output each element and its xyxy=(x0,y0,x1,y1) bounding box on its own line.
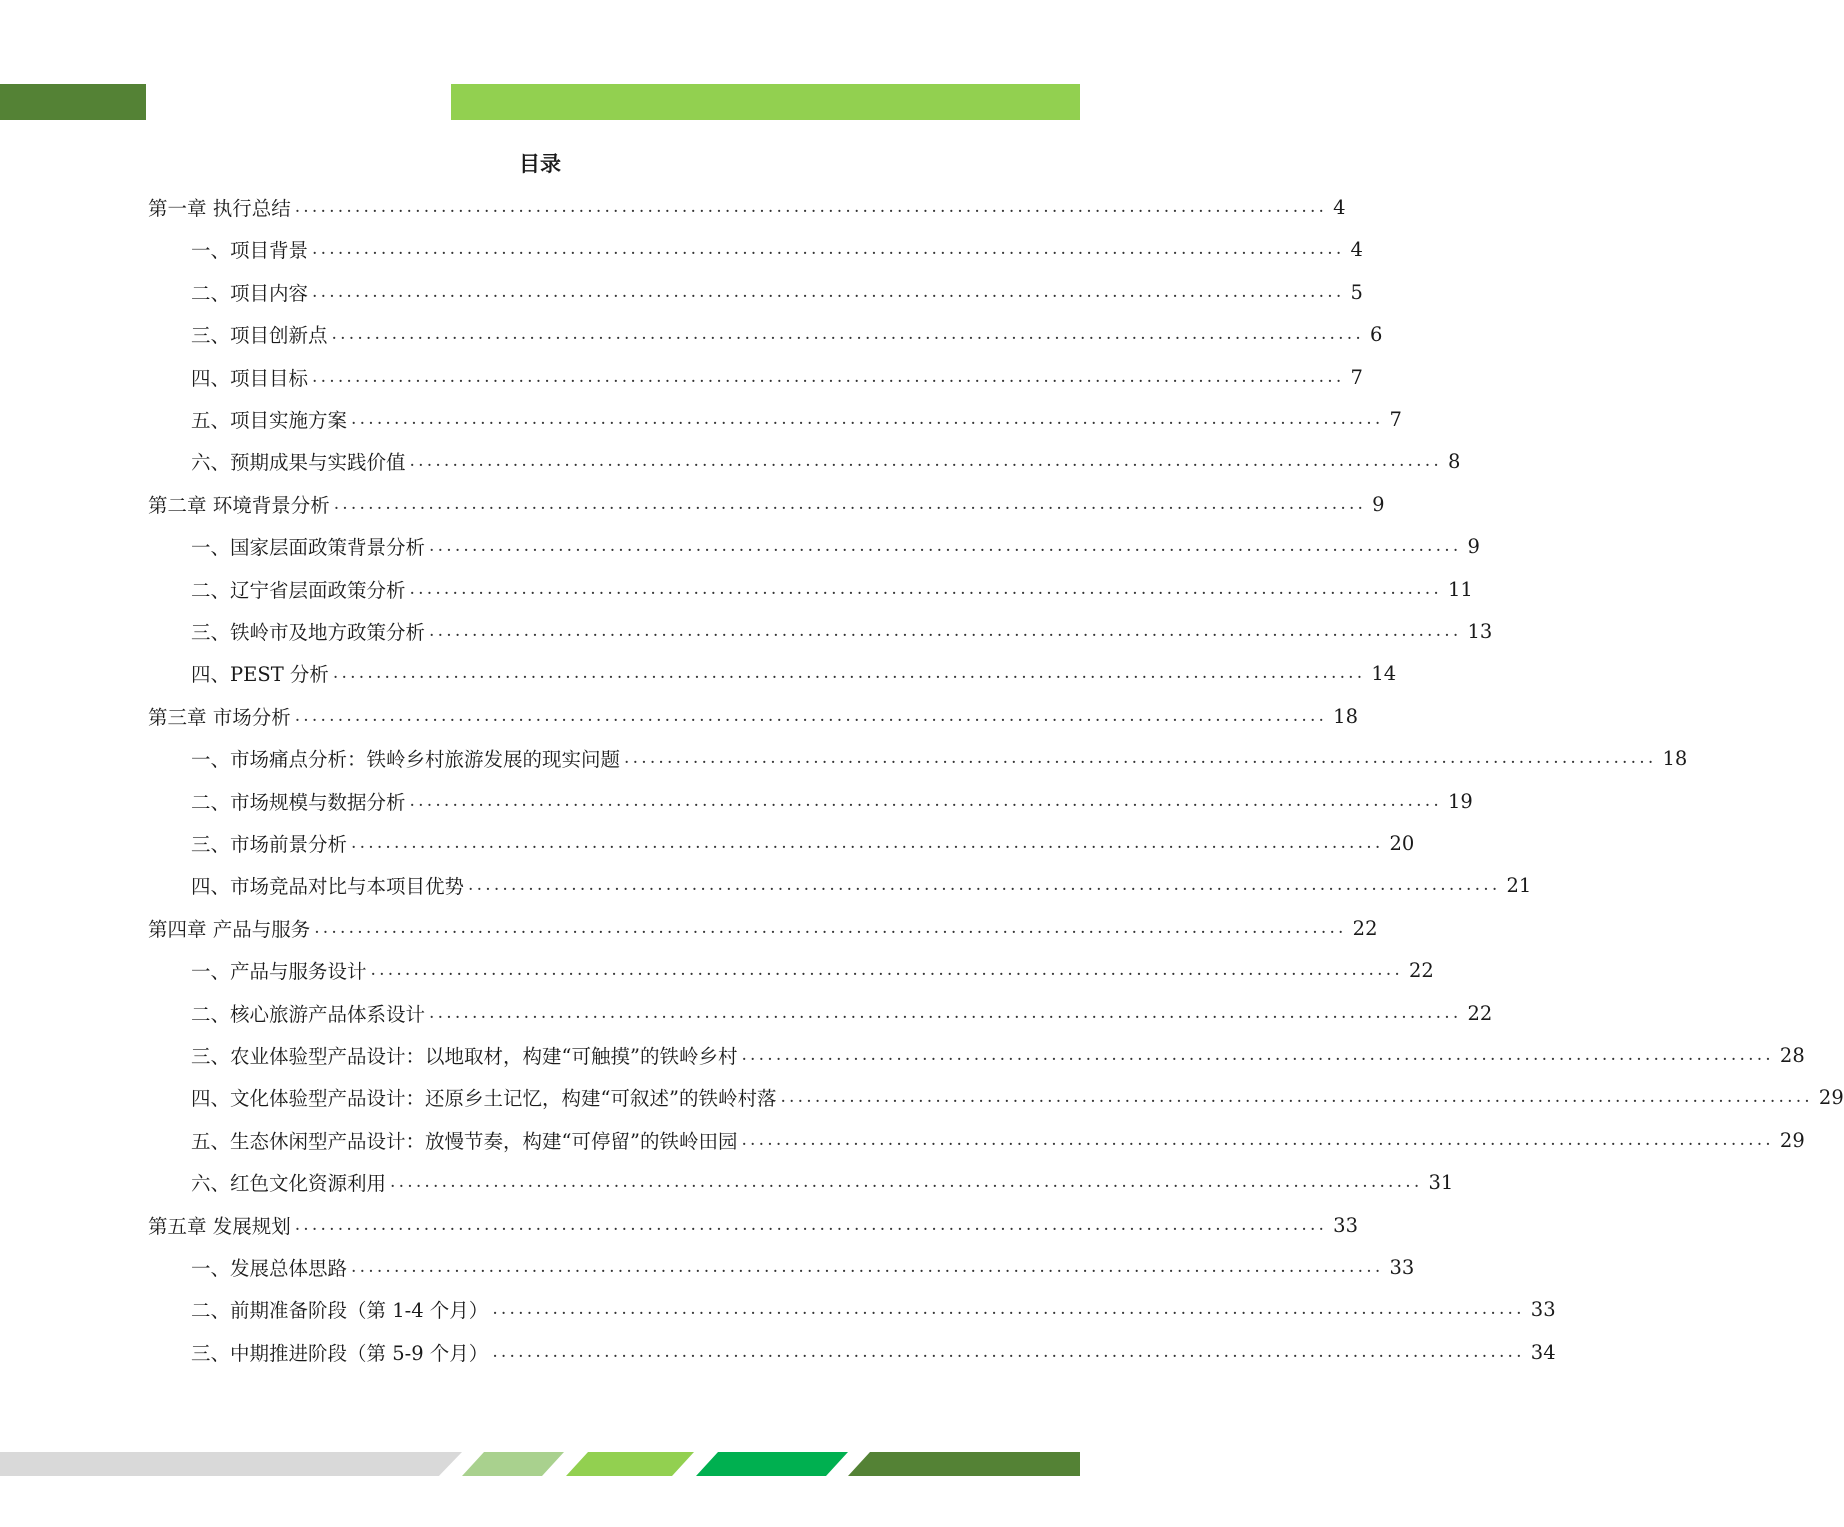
toc-entry-label: 四、文化体验型产品设计：还原乡土记忆，构建“可叙述”的铁岭村落 xyxy=(191,1087,777,1110)
toc-entry-label: 三、农业体验型产品设计：以地取材，构建“可触摸”的铁岭乡村 xyxy=(191,1045,738,1068)
toc-dot-leader: ........................................................................................................................ xyxy=(294,706,1328,726)
toc-page-number: 6 xyxy=(1369,322,1383,346)
toc-section-entry[interactable] xyxy=(191,313,1383,355)
toc-page-number: 21 xyxy=(1506,873,1532,897)
toc-dot-leader: ........................................................................................................................ xyxy=(351,409,1384,429)
toc-page-number: 29 xyxy=(1779,1128,1805,1152)
toc-page-number: 19 xyxy=(1447,789,1473,813)
toc-dot-leader: ........................................................................................................................ xyxy=(492,1342,1525,1362)
toc-dot-leader: ........................................................................................................................ xyxy=(312,239,1345,259)
toc-dot-leader: ........................................................................................................................ xyxy=(314,918,1347,938)
toc-page-number: 33 xyxy=(1389,1255,1415,1279)
toc-entry-label: 第三章 市场分析 xyxy=(148,706,291,729)
toc-page-number: 20 xyxy=(1389,831,1415,855)
toc-page-number: 14 xyxy=(1371,661,1397,685)
toc-section-entry[interactable] xyxy=(191,1331,1556,1373)
toc-entry-label: 三、中期推进阶段（第 5-9 个月） xyxy=(191,1342,489,1365)
toc-page-number: 22 xyxy=(1352,916,1378,940)
toc-entry-label: 一、国家层面政策背景分析 xyxy=(191,536,426,559)
toc-dot-leader: ........................................................................................................................ xyxy=(624,748,1657,768)
toc-section-entry[interactable] xyxy=(191,992,1493,1034)
toc-section-entry[interactable] xyxy=(191,356,1363,398)
toc-dot-leader: ........................................................................................................................ xyxy=(780,1087,1813,1107)
toc-dot-leader: ........................................................................................................................ xyxy=(390,1172,1423,1192)
toc-entry-label: 第四章 产品与服务 xyxy=(148,918,311,941)
toc-entry-label: 第二章 环境背景分析 xyxy=(148,494,330,517)
toc-page-number: 7 xyxy=(1389,407,1402,431)
footer-stripe-bright-green xyxy=(696,1452,848,1476)
toc-entry-label: 五、生态休闲型产品设计：放慢节奏，构建“可停留”的铁岭田园 xyxy=(191,1130,738,1153)
toc-dot-leader: ........................................................................................................................ xyxy=(429,621,1462,641)
toc-page-number: 5 xyxy=(1350,280,1363,304)
toc-entry-label: 二、辽宁省层面政策分析 xyxy=(191,579,406,602)
toc-page-number: 9 xyxy=(1467,534,1480,558)
toc-section-entry[interactable] xyxy=(191,440,1461,482)
toc-entry-label: 三、铁岭市及地方政策分析 xyxy=(191,621,426,644)
toc-section-entry[interactable] xyxy=(191,737,1688,779)
toc-section-entry[interactable] xyxy=(191,652,1397,694)
toc-section-entry[interactable] xyxy=(191,864,1532,906)
toc-dot-leader: ........................................................................................................................ xyxy=(492,1299,1525,1319)
toc-dot-leader: ........................................................................................................................ xyxy=(429,536,1462,556)
toc-page-number: 34 xyxy=(1530,1340,1556,1364)
footer-stripe-gray xyxy=(0,1452,462,1476)
toc-page-number: 18 xyxy=(1333,704,1358,728)
toc-dot-leader: ........................................................................................................................ xyxy=(331,324,1364,344)
header-bar-dark xyxy=(0,84,146,120)
toc-section-entry[interactable] xyxy=(191,1119,1805,1161)
toc-dot-leader: ........................................................................................................................ xyxy=(294,1215,1328,1235)
toc-page-number: 11 xyxy=(1447,577,1473,601)
toc-dot-leader: ........................................................................................................................ xyxy=(409,791,1442,811)
toc-entry-label: 一、项目背景 xyxy=(191,239,309,262)
toc-dot-leader: ........................................................................................................................ xyxy=(351,1257,1384,1277)
toc-dot-leader: ........................................................................................................................ xyxy=(333,494,1367,514)
toc-entry-label: 四、项目目标 xyxy=(191,367,309,390)
toc-entry-label: 一、市场痛点分析：铁岭乡村旅游发展的现实问题 xyxy=(191,748,621,771)
toc-section-entry[interactable] xyxy=(191,525,1480,567)
toc-section-entry[interactable] xyxy=(191,398,1402,440)
toc-dot-leader: ........................................................................................................................ xyxy=(741,1130,1774,1150)
toc-chapter-entry[interactable] xyxy=(148,1204,1358,1246)
toc-page-number: 7 xyxy=(1350,365,1363,389)
toc-entry-label: 一、发展总体思路 xyxy=(191,1257,348,1280)
toc-entry-label: 六、预期成果与实践价值 xyxy=(191,451,406,474)
toc-page-number: 31 xyxy=(1428,1170,1454,1194)
toc-page-number: 22 xyxy=(1467,1001,1493,1025)
footer-stripe-pale-green xyxy=(462,1452,564,1476)
toc-title: 目录 xyxy=(519,152,561,176)
toc-section-entry[interactable] xyxy=(191,1288,1556,1330)
toc-chapter-entry[interactable] xyxy=(148,695,1358,737)
toc-section-entry[interactable] xyxy=(191,1034,1805,1076)
toc-entry-label: 二、市场规模与数据分析 xyxy=(191,791,406,814)
toc-entry-label: 第五章 发展规划 xyxy=(148,1215,291,1238)
toc-chapter-entry[interactable] xyxy=(148,483,1385,525)
toc-section-entry[interactable] xyxy=(191,822,1415,864)
footer-stripe-dark-green xyxy=(848,1452,1080,1476)
toc-dot-leader: ........................................................................................................................ xyxy=(409,579,1442,599)
toc-section-entry[interactable] xyxy=(191,949,1434,991)
toc-entry-label: 二、项目内容 xyxy=(191,282,309,305)
toc-entry-label: 四、市场竞品对比与本项目优势 xyxy=(191,875,465,898)
toc-dot-leader: ........................................................................................................................ xyxy=(312,367,1345,387)
toc-section-entry[interactable] xyxy=(191,1076,1844,1118)
toc-page-number: 13 xyxy=(1467,619,1493,643)
toc-section-entry[interactable] xyxy=(191,228,1363,270)
toc-section-entry[interactable] xyxy=(191,610,1493,652)
toc-entry-label: 五、项目实施方案 xyxy=(191,409,348,432)
toc-dot-leader: ........................................................................................................................ xyxy=(468,875,1501,895)
toc-entry-label: 二、核心旅游产品体系设计 xyxy=(191,1003,426,1026)
toc-dot-leader: ........................................................................................................................ xyxy=(351,833,1384,853)
toc-section-entry[interactable] xyxy=(191,1161,1454,1203)
toc-page-number: 9 xyxy=(1372,492,1385,516)
toc-entry-label: 四、PEST 分析 xyxy=(191,663,329,686)
toc-dot-leader: ........................................................................................................................ xyxy=(332,663,1366,683)
toc-section-entry[interactable] xyxy=(191,568,1473,610)
toc-page-number: 8 xyxy=(1447,449,1461,473)
toc-page-number: 4 xyxy=(1333,195,1346,219)
toc-page-number: 18 xyxy=(1662,746,1688,770)
toc-chapter-entry[interactable] xyxy=(148,907,1378,949)
toc-dot-leader: ........................................................................................................................ xyxy=(429,1003,1462,1023)
toc-dot-leader: ........................................................................................................................ xyxy=(294,197,1328,217)
toc-section-entry[interactable] xyxy=(191,780,1473,822)
toc-page-number: 28 xyxy=(1779,1043,1805,1067)
toc-dot-leader: ........................................................................................................................ xyxy=(741,1045,1774,1065)
toc-page-number: 4 xyxy=(1350,237,1363,261)
toc-dot-leader: ........................................................................................................................ xyxy=(312,282,1345,302)
footer-stripe-light-green xyxy=(566,1452,694,1476)
toc-entry-label: 三、项目创新点 xyxy=(191,324,328,347)
toc-section-entry[interactable] xyxy=(191,1246,1415,1288)
toc-entry-label: 六、红色文化资源利用 xyxy=(191,1172,387,1195)
toc-entry-label: 三、市场前景分析 xyxy=(191,833,348,856)
header-bar-light xyxy=(451,84,1080,120)
toc-entry-label: 一、产品与服务设计 xyxy=(191,960,367,983)
toc-page-number: 22 xyxy=(1408,958,1434,982)
toc-page-number: 29 xyxy=(1818,1085,1844,1109)
toc-dot-leader: ........................................................................................................................ xyxy=(370,960,1403,980)
toc-entry-label: 二、前期准备阶段（第 1-4 个月） xyxy=(191,1299,489,1322)
toc-section-entry[interactable] xyxy=(191,271,1363,313)
toc-page-number: 33 xyxy=(1333,1213,1358,1237)
toc-dot-leader: ........................................................................................................................ xyxy=(409,451,1442,471)
toc-chapter-entry[interactable] xyxy=(148,186,1346,228)
toc-entry-label: 第一章 执行总结 xyxy=(148,197,291,220)
toc-page-number: 33 xyxy=(1530,1297,1556,1321)
